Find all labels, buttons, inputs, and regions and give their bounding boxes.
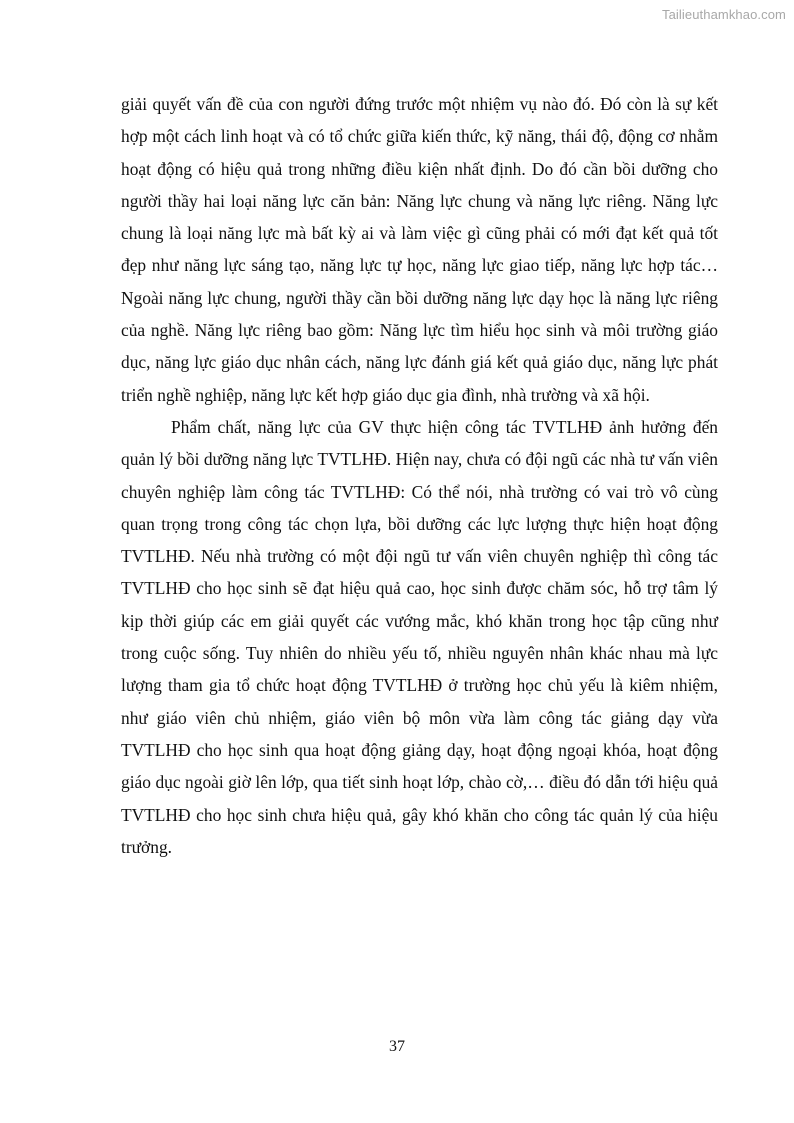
- paragraph-1: giải quyết vấn đề của con người đứng trước một nhiệm vụ nào đó. Đó còn là sự kết hợp một cách linh hoạt và có tổ chức giữa kiến thức, kỹ năng, thái độ, động cơ nhằm hoạt động có hiệu quả trong những điều kiện nhất định. Do đó cần bồi dưỡng cho người thầy hai loại năng lực căn bản: Năng lực chung và năng lực riêng. Năng lực chung là loại năng lực mà bất kỳ ai và làm việc gì cũng phải có mới đạt kết quả tốt đẹp như năng lực sáng tạo, năng lực tự học, năng lực giao tiếp, năng lực hợp tác… Ngoài năng lực chung, người thầy cần bồi dưỡng năng lực dạy học là năng lực riêng của nghề. Năng lực riêng bao gồm: Năng lực tìm hiểu học sinh và môi trường giáo dục, năng lực giáo dục nhân cách, năng lực đánh giá kết quả giáo dục, năng lực phát triển nghề nghiệp, năng lực kết hợp giáo dục gia đình, nhà trường và xã hội.: [121, 94, 718, 405]
- paragraph-2: Phẩm chất, năng lực của GV thực hiện công tác TVTLHĐ ảnh hưởng đến quản lý bồi dưỡng năng lực TVTLHĐ. Hiện nay, chưa có đội ngũ các nhà tư vấn viên chuyên nghiệp làm công tác TVTLHĐ: Có thể nói, nhà trường có vai trò vô cùng quan trọng trong công tác chọn lựa, bồi dưỡng các lực lượng thực hiện hoạt động TVTLHĐ. Nếu nhà trường có một đội ngũ tư vấn viên chuyên nghiệp thì công tác TVTLHĐ cho học sinh sẽ đạt hiệu quả cao, học sinh được chăm sóc, hỗ trợ tâm lý kịp thời giúp các em giải quyết các vướng mắc, khó khăn trong học tập cũng như trong cuộc sống. Tuy nhiên do nhiều yếu tố, nhiều nguyên nhân khác nhau mà lực lượng tham gia tổ chức hoạt động TVTLHĐ ở trường học chủ yếu là kiêm nhiệm, như giáo viên chủ nhiệm, giáo viên bộ môn vừa làm công tác giảng dạy vừa TVTLHĐ cho học sinh qua hoạt động giảng dạy, hoạt động ngoại khóa, hoạt động giáo dục ngoài giờ lên lớp, qua tiết sinh hoạt lớp, chào cờ,… điều đó dẫn tới hiệu quả TVTLHĐ cho học sinh chưa hiệu quả, gây khó khăn cho công tác quản lý của hiệu trưởng.: [121, 416, 718, 857]
- page-number: 37: [389, 1038, 405, 1055]
- document-body: [121, 88, 718, 863]
- watermark-text: Tailieuthamkhao.com: [661, 7, 786, 22]
